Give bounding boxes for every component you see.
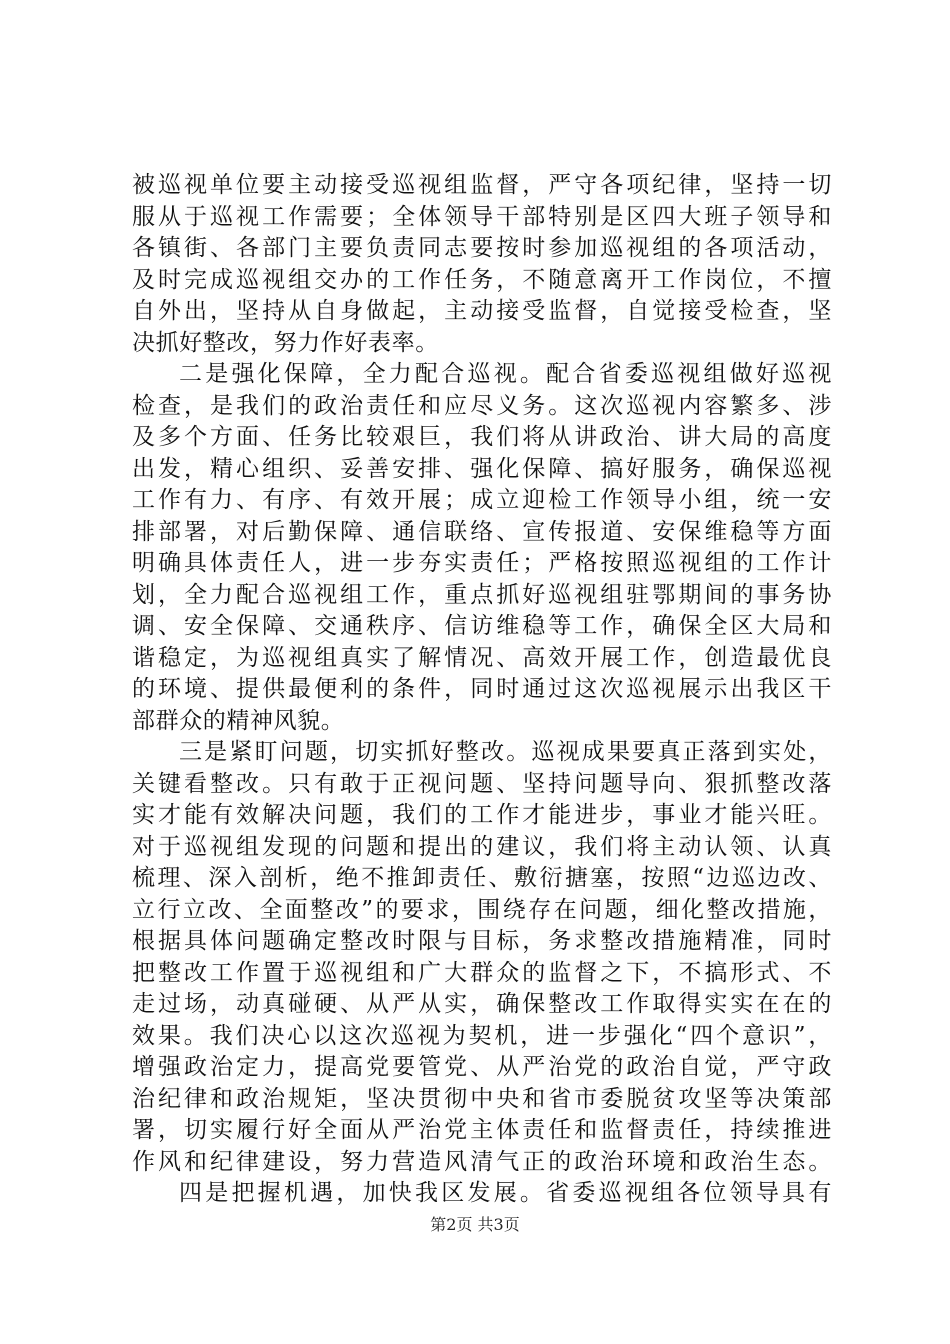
text-line: 出发，精心组织、妥善安排、强化保障、搞好服务，确保巡视: [132, 455, 832, 482]
text-line: 决抓好整改，努力作好表率。: [132, 329, 439, 356]
text-line: 明确具体责任人，进一步夯实责任；严格按照巡视组的工作计: [132, 550, 832, 576]
text-line: 效果。我们决心以这次巡视为契机，进一步强化“四个意识”，: [132, 1022, 832, 1049]
document-body: [132, 170, 832, 1210]
text-line: 署，切实履行好全面从严治党主体责任和监督责任，持续推进: [132, 1117, 832, 1143]
text-line: 三是紧盯问题，切实抓好整改。巡视成果要真正落到实处，: [179, 739, 832, 765]
text-line: 把整改工作置于巡视组和广大群众的监督之下，不搞形式、不: [132, 959, 832, 986]
text-line: 排部署，对后勤保障、通信联络、宣传报道、安保维稳等方面: [132, 518, 832, 545]
text-line: 工作有力、有序、有效开展；成立迎检工作领导小组，统一安: [132, 487, 832, 513]
text-line: 二是强化保障，全力配合巡视。配合省委巡视组做好巡视: [179, 361, 832, 387]
text-line: 及多个方面、任务比较艰巨，我们将从讲政治、讲大局的高度: [132, 424, 832, 450]
text-line: 调、安全保障、交通秩序、信访维稳等工作，确保全区大局和: [132, 613, 832, 639]
text-line: 实才能有效解决问题，我们的工作才能进步，事业才能兴旺。: [132, 802, 832, 828]
text-line: 谐稳定，为巡视组真实了解情况、高效开展工作，创造最优良: [132, 644, 832, 671]
text-line: 关键看整改。只有敢于正视问题、坚持问题导向、狠抓整改落: [132, 770, 832, 797]
page-footer: 第2页 共3页: [430, 1215, 520, 1234]
text-line: 四是把握机遇，加快我区发展。省委巡视组各位领导具有: [179, 1180, 832, 1206]
text-line: 被巡视单位要主动接受巡视组监督，严守各项纪律，坚持一切: [132, 172, 832, 198]
text-line: 自外出，坚持从自身做起，主动接受监督，自觉接受检查，坚: [132, 298, 832, 324]
text-line: 及时完成巡视组交办的工作任务，不随意离开工作岗位，不擅: [132, 266, 832, 293]
text-line: 服从于巡视工作需要；全体领导干部特别是区四大班子领导和: [132, 203, 832, 230]
text-line: 根据具体问题确定整改时限与目标，务求整改措施精准，同时: [132, 928, 832, 954]
text-line: 各镇街、各部门主要负责同志要按时参加巡视组的各项活动，: [132, 235, 832, 261]
text-line: 作风和纪律建设，努力营造风清气正的政治环境和政治生态。: [132, 1148, 832, 1175]
text-line: 立行立改、全面整改”的要求，围绕存在问题，细化整改措施，: [132, 896, 832, 923]
text-line: 对于巡视组发现的问题和提出的建议，我们将主动认领、认真: [132, 833, 832, 860]
text-line: 的环境、提供最便利的条件，同时通过这次巡视展示出我区干: [132, 676, 832, 702]
text-line: 部群众的精神风貌。: [132, 707, 345, 734]
text-line: 划，全力配合巡视组工作，重点抓好巡视组驻鄂期间的事务协: [132, 581, 832, 608]
text-line: 梳理、深入剖析，绝不推卸责任、敷衍搪塞，按照“边巡边改、: [132, 865, 832, 891]
text-line: 增强政治定力，提高党要管党、从严治党的政治自觉，严守政: [132, 1054, 832, 1080]
text-line: 检查，是我们的政治责任和应尽义务。这次巡视内容繁多、涉: [132, 392, 832, 419]
text-line: 走过场，动真碰硬、从严从实，确保整改工作取得实实在在的: [132, 991, 832, 1017]
text-line: 治纪律和政治规矩，坚决贯彻中央和省市委脱贫攻坚等决策部: [132, 1085, 832, 1112]
